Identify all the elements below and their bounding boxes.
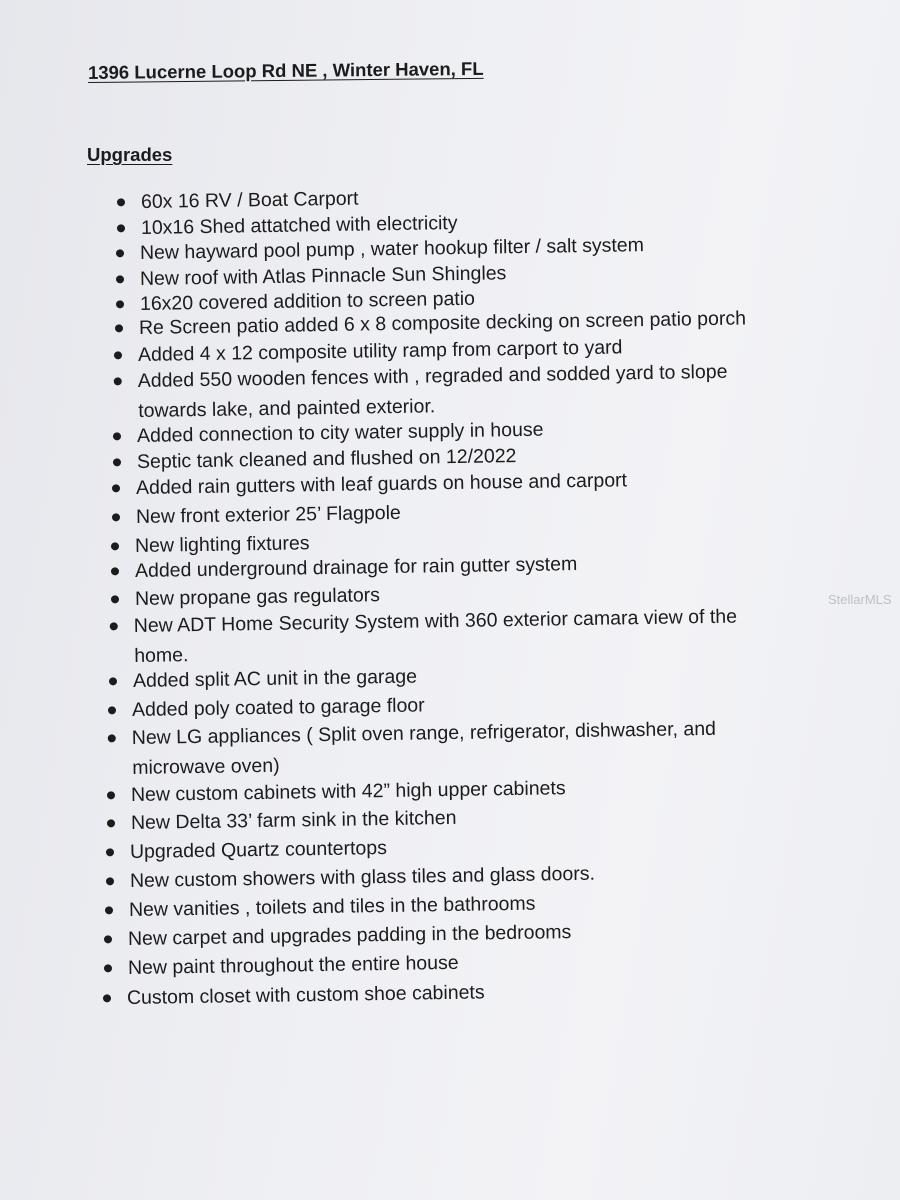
upgrade-text: New custom showers with glass tiles and glass doors. [129,862,596,892]
bullet-icon [116,275,124,283]
upgrade-text: Upgraded Quartz countertops [129,836,388,863]
upgrade-text: New lighting fixtures [134,532,310,557]
bullet-icon [108,734,116,742]
bullet-icon [113,432,121,440]
bullet-icon [114,377,122,385]
upgrade-text: 10x16 Shed attatched with electricity [140,212,458,239]
upgrade-text: Added poly coated to garage floor [131,694,425,721]
upgrade-text: New vanities , toilets and tiles in the bathrooms [128,892,536,921]
upgrade-list-item [131,803,457,838]
bullet-icon [111,595,119,603]
bullet-icon [115,324,123,332]
bullet-icon [116,249,124,257]
upgrade-text: 60x 16 RV / Boat Carport [140,187,359,213]
bullet-icon [113,458,121,466]
bullet-icon [111,567,119,575]
bullet-icon [106,848,114,856]
bullet-icon [104,964,112,972]
upgrade-list-item [134,602,738,671]
bullet-icon [107,791,115,799]
bullet-icon [114,351,122,359]
upgrade-list-item [136,498,401,532]
upgrade-text: New front exterior 25’ Flagpole [135,501,401,528]
bullet-icon [111,542,119,550]
upgrade-text: Added rain gutters with leaf guards on house and carport [135,469,628,499]
upgrade-text: 16x20 covered addition to screen patio [139,287,476,315]
upgrade-list-item [132,714,717,783]
bullet-icon [116,300,124,308]
bullet-icon [106,877,114,885]
bullet-icon [112,513,120,521]
upgrade-text: Added 4 x 12 composite utility ramp from carport to yard [137,336,623,366]
bullet-icon [104,935,112,943]
bullet-icon [103,994,111,1002]
bullet-icon [107,819,115,827]
upgrade-text: Added 550 wooden fences with , regraded and sodded yard to slope [137,360,728,393]
bullet-icon [117,224,125,232]
bullet-icon [109,677,117,685]
upgrade-text: New carpet and upgrades padding in the bedrooms [127,921,572,950]
upgrade-text: Septic tank cleaned and flushed on 12/2022 [136,445,517,473]
upgrade-text-continuation: microwave oven) [132,754,280,779]
upgrade-text: Added split AC unit in the garage [132,665,418,692]
upgrade-text: Custom closet with custom shoe cabinets [126,981,485,1009]
upgrade-text-continuation: towards lake, and painted exterior. [138,395,436,422]
bullet-icon [110,622,118,630]
property-address: 1396 Lucerne Loop Rd NE , Winter Haven, FL [87,57,484,83]
upgrade-text-continuation: home. [134,644,189,667]
bullet-icon [117,198,125,206]
upgrade-text: New hayward pool pump , water hookup filter / salt system [139,234,645,264]
bullet-icon [108,706,116,714]
upgrade-text: New Delta 33’ farm sink in the kitchen [130,806,457,834]
upgrade-text: Re Screen patio added 6 x 8 composite decking on screen patio porch [138,307,747,339]
upgrade-text: New custom cabinets with 42” high upper cabinets [130,777,566,806]
upgrade-text: Added underground drainage for rain gutter system [134,553,578,582]
bullet-icon [112,484,120,492]
bullet-icon [105,906,113,914]
watermark-text: StellarMLS [828,592,892,607]
upgrade-list-item [127,977,485,1013]
upgrade-text: Added connection to city water supply in house [136,418,544,447]
upgrade-text: New roof with Atlas Pinnacle Sun Shingles [139,262,507,290]
upgrade-list-item [128,917,572,954]
upgrade-text: New paint throughout the entire house [127,951,459,979]
upgrade-text: New propane gas regulators [134,584,381,610]
upgrades-heading: Upgrades [87,144,173,165]
upgrade-text: New LG appliances ( Split oven range, refrigerator, dishwasher, and [131,717,717,750]
upgrade-text: New ADT Home Security System with 360 exterior camara view of the [133,605,738,638]
